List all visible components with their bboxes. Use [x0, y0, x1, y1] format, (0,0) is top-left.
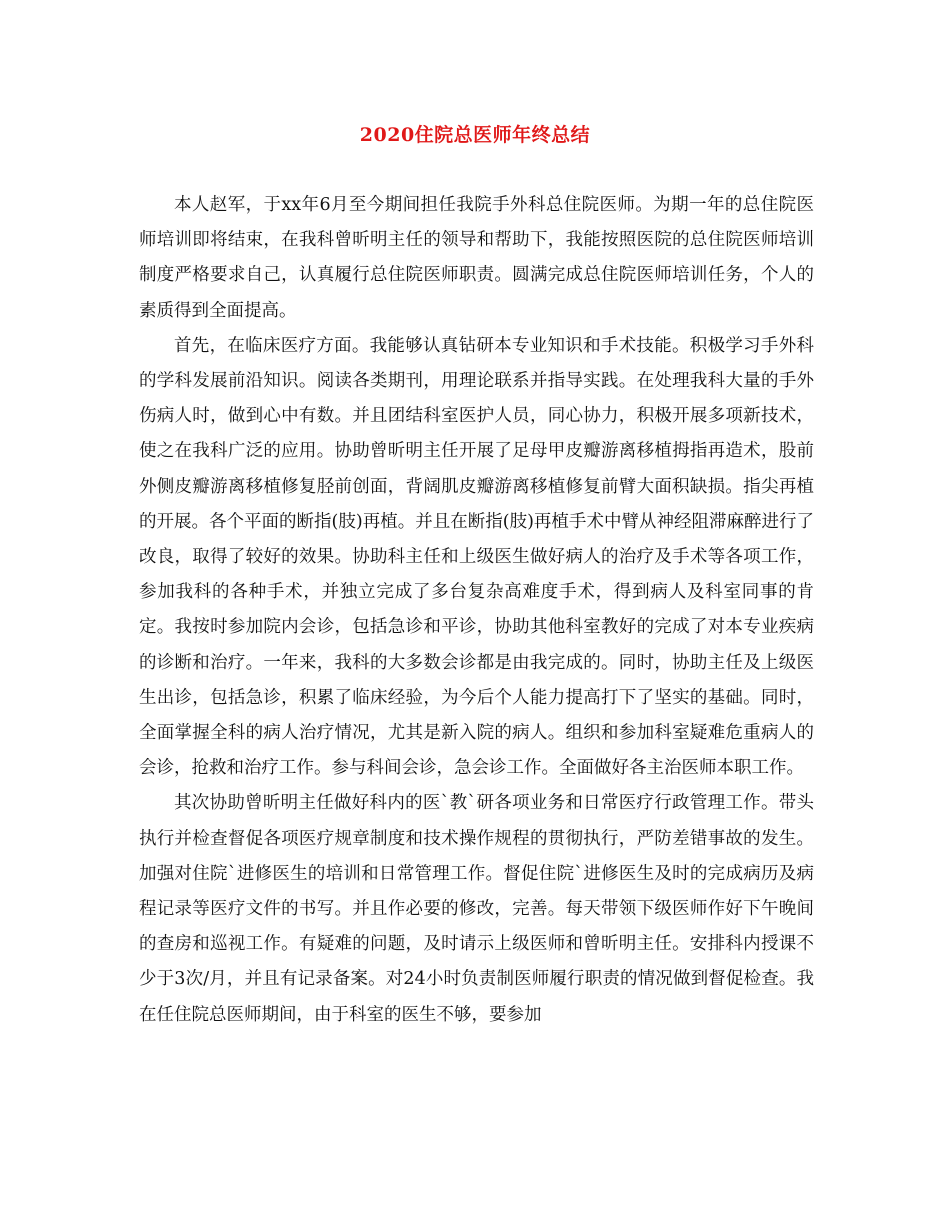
paragraph-intro: 本人赵军，于xx年6月至今期间担任我院手外科总住院医师。为期一年的总住院医师培训即将结束，在我科曾昕明主任的领导和帮助下，我能按照医院的总住院医师培训制度严格要求自己，认真履行总住院医师职责。圆满完成总住院医师培训任务，个人的素质得到全面提高。	[139, 195, 814, 321]
paragraph-clinical: 首先，在临床医疗方面。我能够认真钻研本专业知识和手术技能。积极学习手外科的学科发展前沿知识。阅读各类期刊，用理论联系并指导实践。在处理我科大量的手外伤病人时，做到心中有数。并且团结科室医护人员，同心协力，积极开展多项新技术，使之在我科广泛的应用。协助曾昕明主任开展了足母甲皮瓣游离移植拇指再造术，股前外侧皮瓣游离移植修复胫前创面，背阔肌皮瓣游离移植修复前臂大面积缺损。指尖再植的开展。各个平面的断指(肢)再植。并且在断指(肢)再植手术中臂从神经阻滞麻醉进行了改良，取得了较好的效果。协助科主任和上级医生做好病人的治疗及手术等各项工作，参加我科的各种手术，并独立完成了多台复杂高难度手术，得到病人及科室同事的肯定。我按时参加院内会诊，包括急诊和平诊，协助其他科室教好的完成了对本专业疾病的诊断和治疗。一年来，我科的大多数会诊都是由我完成的。同时，协助主任及上级医生出诊，包括急诊，积累了临床经验，为今后个人能力提高打下了坚实的基础。同时，全面掌握全科的病人治疗情况，尤其是新入院的病人。组织和参加科室疑难危重病人的会诊，抢救和治疗工作。参与科间会诊，急会诊工作。全面做好各主治医师本职工作。	[139, 335, 814, 779]
document-title: 2020住院总医师年终总结	[359, 124, 591, 146]
paragraph-management: 其次协助曾昕明主任做好科内的医`教`研各项业务和日常医疗行政管理工作。带头执行并检查督促各项医疗规章制度和技术操作规程的贯彻执行，严防差错事故的发生。加强对住院`进修医生的培训和日常管理工作。督促住院`进修医生及时的完成病历及病程记录等医疗文件的书写。并且作必要的修改，完善。每天带领下级医师作好下午晚间的查房和巡视工作。有疑难的问题，及时请示上级医师和曾昕明主任。安排科内授课不少于3次/月，并且有记录备案。对24小时负责制医师履行职责的情况做到督促检查。我在任住院总医师期间，由于科室的医生不够，要参加	[139, 793, 814, 1025]
document-body	[139, 188, 814, 1033]
